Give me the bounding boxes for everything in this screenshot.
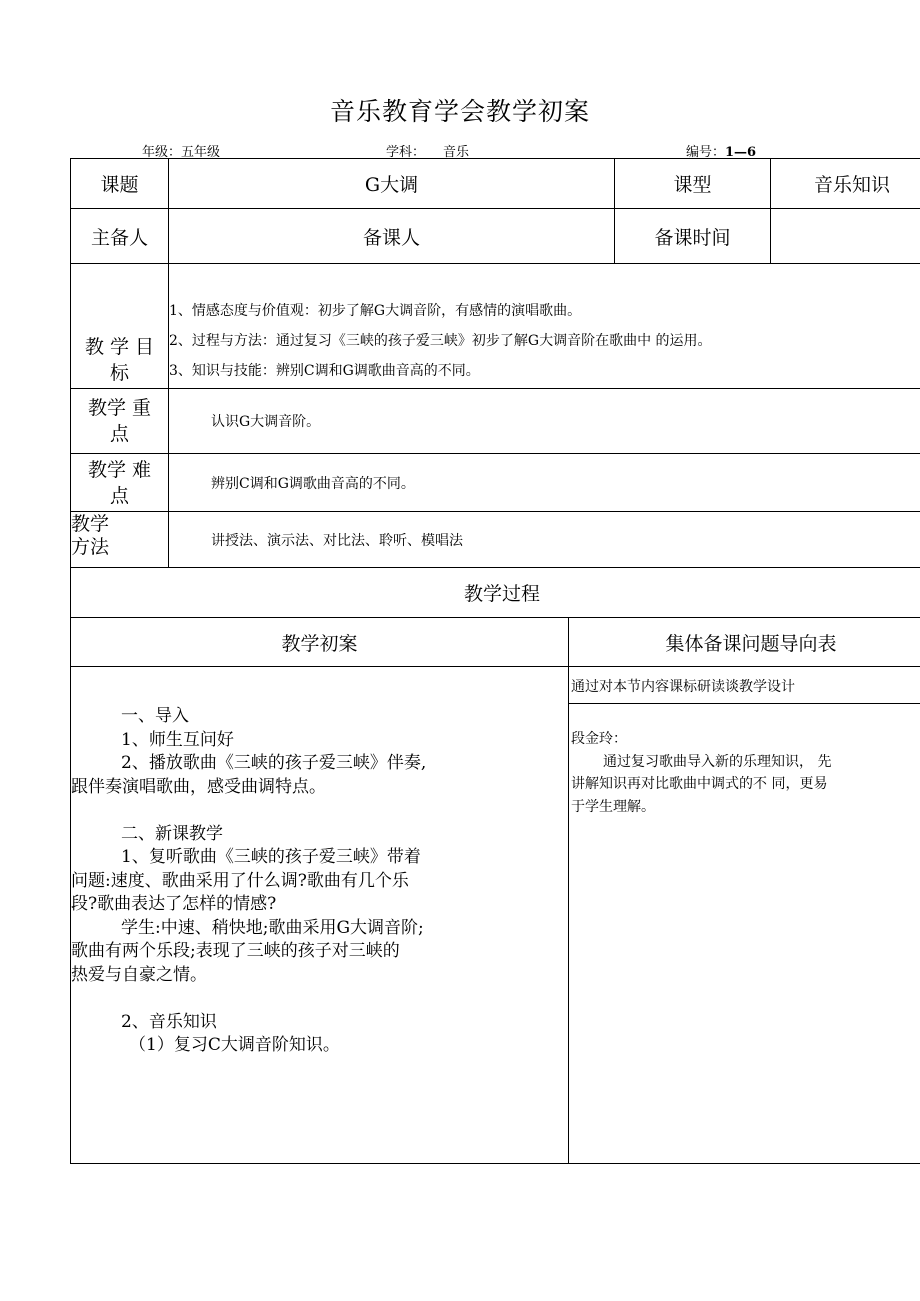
key-point-row xyxy=(71,389,920,454)
code-label: 编号： xyxy=(686,145,726,160)
process-header-row xyxy=(71,618,920,667)
plan-line: 跟伴奏演唱歌曲，感受曲调特点。 xyxy=(71,776,326,797)
subject-value: 音乐 xyxy=(443,145,470,160)
method-label: 教学 方法 xyxy=(71,512,169,568)
time-value xyxy=(771,209,920,264)
goals-label: 教 学 目 标 xyxy=(71,264,169,389)
topic-value: G大调 xyxy=(169,159,615,209)
page-title: 音乐教育学会教学初案 xyxy=(329,97,590,126)
plan-line: （1）复习C大调音阶知识。 xyxy=(129,1035,340,1055)
plan-line: 问题:速度、歌曲采用了什么调?歌曲有几个乐 xyxy=(71,870,409,891)
goal-item: 1、情感态度与价值观：初步了解G大调音阶，有感情的演唱歌曲。 xyxy=(169,303,582,319)
plan-line: 二、新课教学 xyxy=(121,823,223,844)
lesson-plan-table xyxy=(70,158,920,1164)
guide-top: 通过对本节内容课标研读谈教学设计 xyxy=(569,667,920,704)
preparer-label: 备课人 xyxy=(169,209,615,264)
subject-label: 学科： xyxy=(386,145,426,160)
plan-line: 段?歌曲表达了怎样的情感? xyxy=(71,894,277,914)
plan-line: 歌曲有两个乐段;表现了三峡的孩子对三峡的 xyxy=(71,941,400,961)
lead-label: 主备人 xyxy=(71,209,169,264)
plan-line: 2、音乐知识 xyxy=(121,1011,217,1032)
process-heading: 教学过程 xyxy=(71,568,920,618)
plan-header: 教学初案 xyxy=(71,618,569,667)
code-value: 1—6 xyxy=(725,145,757,160)
process-content-row xyxy=(71,667,920,1164)
goals-row xyxy=(71,264,920,389)
goal-item: 3、知识与技能：辨别C调和G调歌曲音高的不同。 xyxy=(169,363,480,379)
plan-line: 一、导入 xyxy=(121,706,189,726)
method-value: 讲授法、演示法、对比法、聆听、模唱法 xyxy=(169,512,920,568)
goal-item: 2、过程与方法：通过复习《三峡的孩子爱三峡》初步了解G大调音阶在歌曲中 的运用。 xyxy=(169,333,712,349)
guide-comment: 讲解知识再对比歌曲中调式的不 同，更易 xyxy=(571,776,828,792)
goals-content xyxy=(169,264,920,389)
plan-line: 热爱与自豪之情。 xyxy=(71,964,207,985)
plan-line: 学生:中速、稍快地;歌曲采用G大调音阶; xyxy=(121,917,424,938)
difficulty-label: 教学 难 点 xyxy=(71,454,169,512)
plan-cell xyxy=(71,667,569,1164)
guide-cell xyxy=(569,667,920,1164)
preparer-row xyxy=(71,209,920,264)
guide-comment: 于学生理解。 xyxy=(571,798,655,815)
topic-row xyxy=(71,159,920,209)
key-point-label: 教学 重 点 xyxy=(71,389,169,454)
difficulty-row xyxy=(71,454,920,512)
guide-comment: 通过复习歌曲导入新的乐理知识， 先 xyxy=(603,753,832,770)
time-label: 备课时间 xyxy=(615,209,771,264)
plan-text xyxy=(71,705,556,1058)
process-heading-row xyxy=(71,568,920,618)
plan-line: 2、播放歌曲《三峡的孩子爱三峡》伴奏, xyxy=(121,753,427,773)
plan-line: 1、复听歌曲《三峡的孩子爱三峡》带着 xyxy=(121,847,421,867)
key-point-value: 认识G大调音阶。 xyxy=(169,389,920,454)
type-value: 音乐知识 xyxy=(771,159,920,209)
type-label: 课型 xyxy=(615,159,771,209)
plan-line: 1、师生互问好 xyxy=(121,729,234,750)
guide-body xyxy=(569,704,920,818)
grade-field: 年级：五年级 xyxy=(142,145,221,160)
guide-name: 段金玲： xyxy=(571,731,627,747)
topic-label: 课题 xyxy=(71,159,169,209)
method-row xyxy=(71,512,920,568)
guide-header: 集体备课问题导向表 xyxy=(569,618,920,667)
difficulty-value: 辨别C调和G调歌曲音高的不同。 xyxy=(169,454,920,512)
